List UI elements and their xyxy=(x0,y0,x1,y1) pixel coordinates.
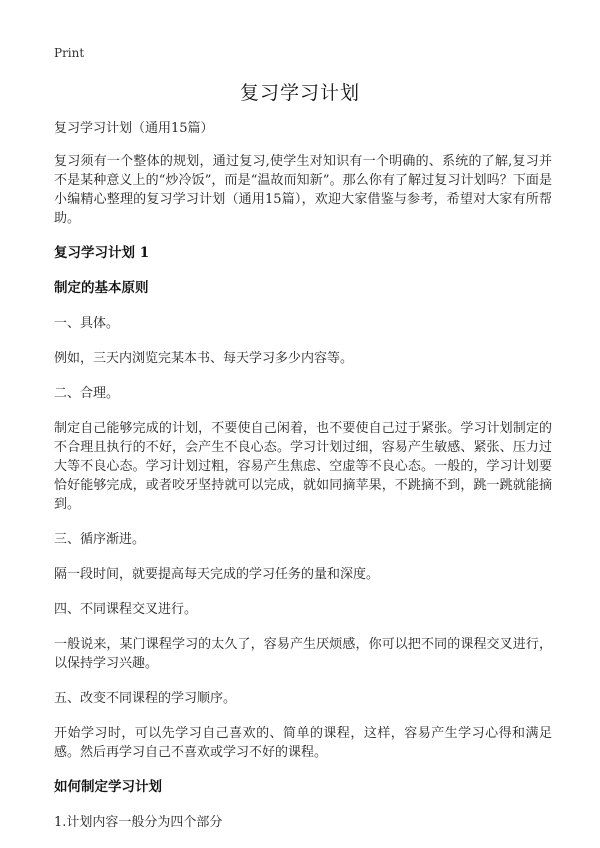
principle-5-title: 五、改变不同课程的学习顺序。 xyxy=(54,691,237,706)
section-heading-1: 复习学习计划 1 xyxy=(54,245,150,261)
principle-4-text: 一般说来，某门课程学习的太久了，容易产生厌烦感，你可以把不同的课程交叉进行，以保持学习兴趣。 xyxy=(54,637,552,671)
how-to-heading: 如何制定学习计划 xyxy=(54,779,162,795)
article-subtitle: 复习学习计划（通用15篇） xyxy=(54,121,214,136)
principle-1-title: 一、具体。 xyxy=(54,316,120,331)
page-title: 复习学习计划 xyxy=(239,82,360,104)
principle-3-title: 三、循序渐进。 xyxy=(54,532,146,547)
how-to-item-1: 1.计划内容一般分为四个部分 xyxy=(54,815,223,830)
principle-2-title: 二、合理。 xyxy=(54,386,120,401)
print-link[interactable]: Print xyxy=(54,46,85,60)
principle-2-text: 制定自己能够完成的计划，不要使自己闲着，也不要使自己过于紧张。学习计划制定的不合理且执行的不好，会产生不良心态。学习计划过细，容易产生敏感、紧张、压力过大等不良心态。学习计划过粗，容易产生焦虑、空虚等不良心态。一般的，学习计划要恰好能够完成，或者咬牙坚持就可以完成，就如同摘苹果，不跳摘不到，跳一跳就能摘到。 xyxy=(54,421,552,512)
principle-1-text: 例如，三天内浏览完某本书、每天学习多少内容等。 xyxy=(54,351,354,366)
principle-5-text: 开始学习时，可以先学习自己喜欢的、简单的课程，这样，容易产生学习心得和满足感。然后再学习自己不喜欢或学习不好的课程。 xyxy=(54,726,552,760)
intro-paragraph: 复习须有一个整体的规划，通过复习,使学生对知识有一个明确的、系统的了解,复习并不是某种意义上的“炒冷饭”，而是“温故而知新”。那么你有了解过复习计划吗？下面是小编精心整理的复习学习计划（通用15篇），欢迎大家借鉴与参考，希望对大家有所帮助。 xyxy=(54,154,552,226)
principle-4-title: 四、不同课程交叉进行。 xyxy=(54,602,198,617)
principle-3-text: 隔一段时间，就要提高每天完成的学习任务的量和深度。 xyxy=(54,567,380,582)
article-body xyxy=(54,119,552,848)
principles-heading: 制定的基本原则 xyxy=(54,280,149,296)
